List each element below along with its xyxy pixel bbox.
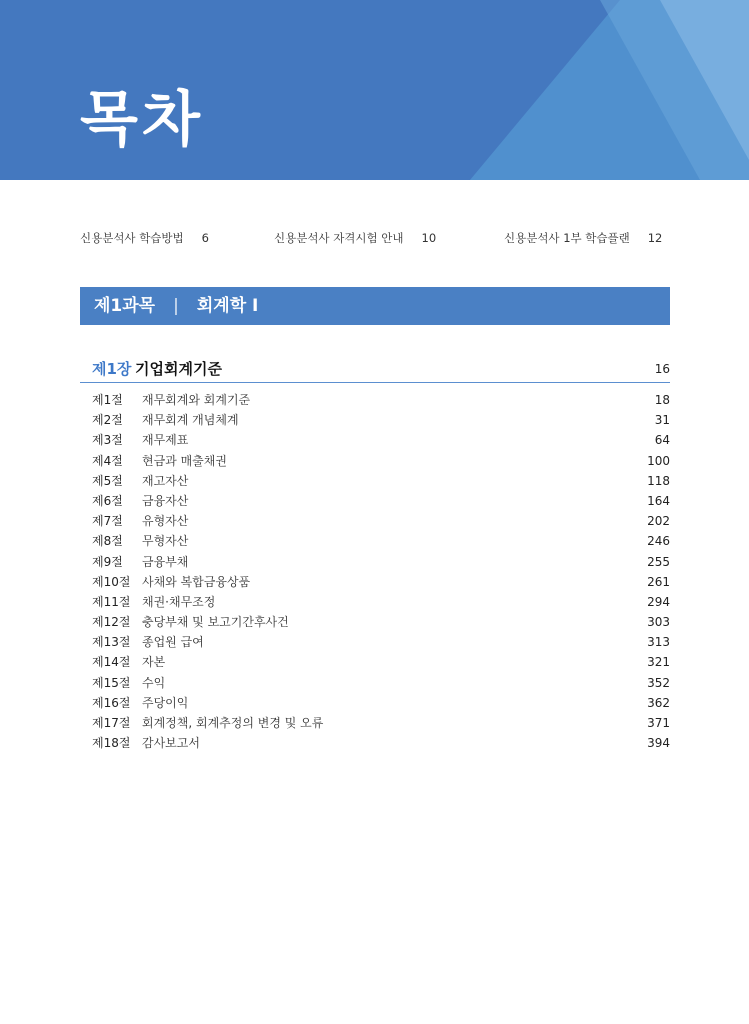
section-page: 362 [647,695,670,710]
section-number: 제17절 [92,716,131,730]
guide-item-label: 신용분석사 1부 학습플랜 [504,231,630,245]
section-title: 재무제표 [142,433,189,448]
section-title: 무형자산 [142,534,189,549]
section-page: 31 [654,413,670,428]
section-page: 321 [647,655,670,670]
section-title: 수익 [142,675,166,690]
section-title: 자본 [142,655,166,670]
section-page: 371 [647,716,670,730]
section-title: 주당이익 [142,695,189,710]
section-title: 재무회계 개념체계 [142,413,239,428]
section-page: 164 [647,493,670,508]
toc-entry[interactable] [92,410,670,430]
section-title: 채권·채무조정 [142,594,216,609]
toc-entry[interactable] [92,632,670,652]
section-page: 352 [647,675,670,690]
toc-entry[interactable] [92,451,670,471]
chapter-title: 기업회계기준 [135,360,222,378]
section-number: 제8절 [92,534,123,549]
section-title: 현금과 매출채권 [142,453,227,468]
guide-item-label: 신용분석사 학습방법 [80,231,184,245]
section-number: 제12절 [92,615,131,630]
section-title: 금융자산 [142,493,189,508]
section-title: 재고자산 [142,473,189,488]
guide-item-study-plan[interactable] [504,230,662,246]
toc-entry[interactable] [92,572,670,592]
toc-entry[interactable] [92,471,670,491]
section-page: 255 [647,554,670,569]
guide-item-page: 10 [421,231,437,245]
section-title: 감사보고서 [142,736,200,751]
section-page: 100 [647,453,670,468]
guide-item-page: 12 [647,231,663,245]
section-page: 64 [654,433,670,448]
subject-header [80,287,670,325]
chapter-number: 제1장 [92,360,132,378]
section-page: 261 [647,574,670,589]
section-page: 118 [647,473,670,488]
toc-entry[interactable] [92,733,670,753]
toc-entry[interactable] [92,592,670,612]
chapter-heading[interactable] [80,358,670,383]
section-title: 충당부채 및 보고기간후사건 [142,615,289,630]
header-banner [0,0,749,180]
section-number: 제10절 [92,574,131,589]
toc-entry[interactable] [92,491,670,511]
guide-item-page: 6 [201,231,209,245]
section-number: 제5절 [92,473,123,488]
toc-entry[interactable] [92,713,670,733]
section-title: 종업원 급여 [142,635,204,650]
section-number: 제1절 [92,393,123,407]
section-page: 202 [647,514,670,529]
toc-entry[interactable] [92,531,670,551]
guide-item-label: 신용분석사 자격시험 안내 [274,231,404,245]
section-page: 313 [647,635,670,650]
subject-separator: | [173,296,179,316]
toc-entry[interactable] [92,693,670,713]
toc-entry[interactable] [92,652,670,672]
toc-entry[interactable] [92,552,670,572]
section-number: 제2절 [92,413,123,428]
section-number: 제13절 [92,635,131,650]
section-title: 재무회계와 회계기준 [142,393,251,407]
toc-entry[interactable] [92,430,670,450]
section-page: 294 [647,594,670,609]
section-page: 394 [647,736,670,751]
guide-item-study-method[interactable] [80,230,209,246]
section-page: 246 [647,534,670,549]
section-number: 제4절 [92,453,123,468]
section-title: 유형자산 [142,514,189,529]
section-number: 제16절 [92,695,131,710]
toc-entry[interactable] [92,673,670,693]
guide-item-exam-info[interactable] [274,230,436,246]
guide-links [80,230,670,250]
toc-entry[interactable] [92,612,670,632]
section-list [92,390,670,753]
subject-label: 제1과목 [94,296,156,316]
section-number: 제6절 [92,493,123,508]
section-number: 제18절 [92,736,131,751]
section-title: 회계정책, 회계추정의 변경 및 오류 [142,716,324,730]
section-number: 제7절 [92,514,123,529]
section-number: 제14절 [92,655,131,670]
chapter-page: 16 [654,362,670,376]
section-number: 제11절 [92,594,131,609]
toc-entry[interactable] [92,390,670,410]
toc-entry[interactable] [92,511,670,531]
section-number: 제9절 [92,554,123,569]
section-page: 18 [654,393,670,407]
section-number: 제3절 [92,433,123,448]
section-page: 303 [647,615,670,630]
section-title: 금융부채 [142,554,189,569]
section-number: 제15절 [92,675,131,690]
page-title: 목차 [80,85,204,155]
subject-title: 회계학 I [196,296,259,316]
section-title: 사채와 복합금융상품 [142,574,251,589]
